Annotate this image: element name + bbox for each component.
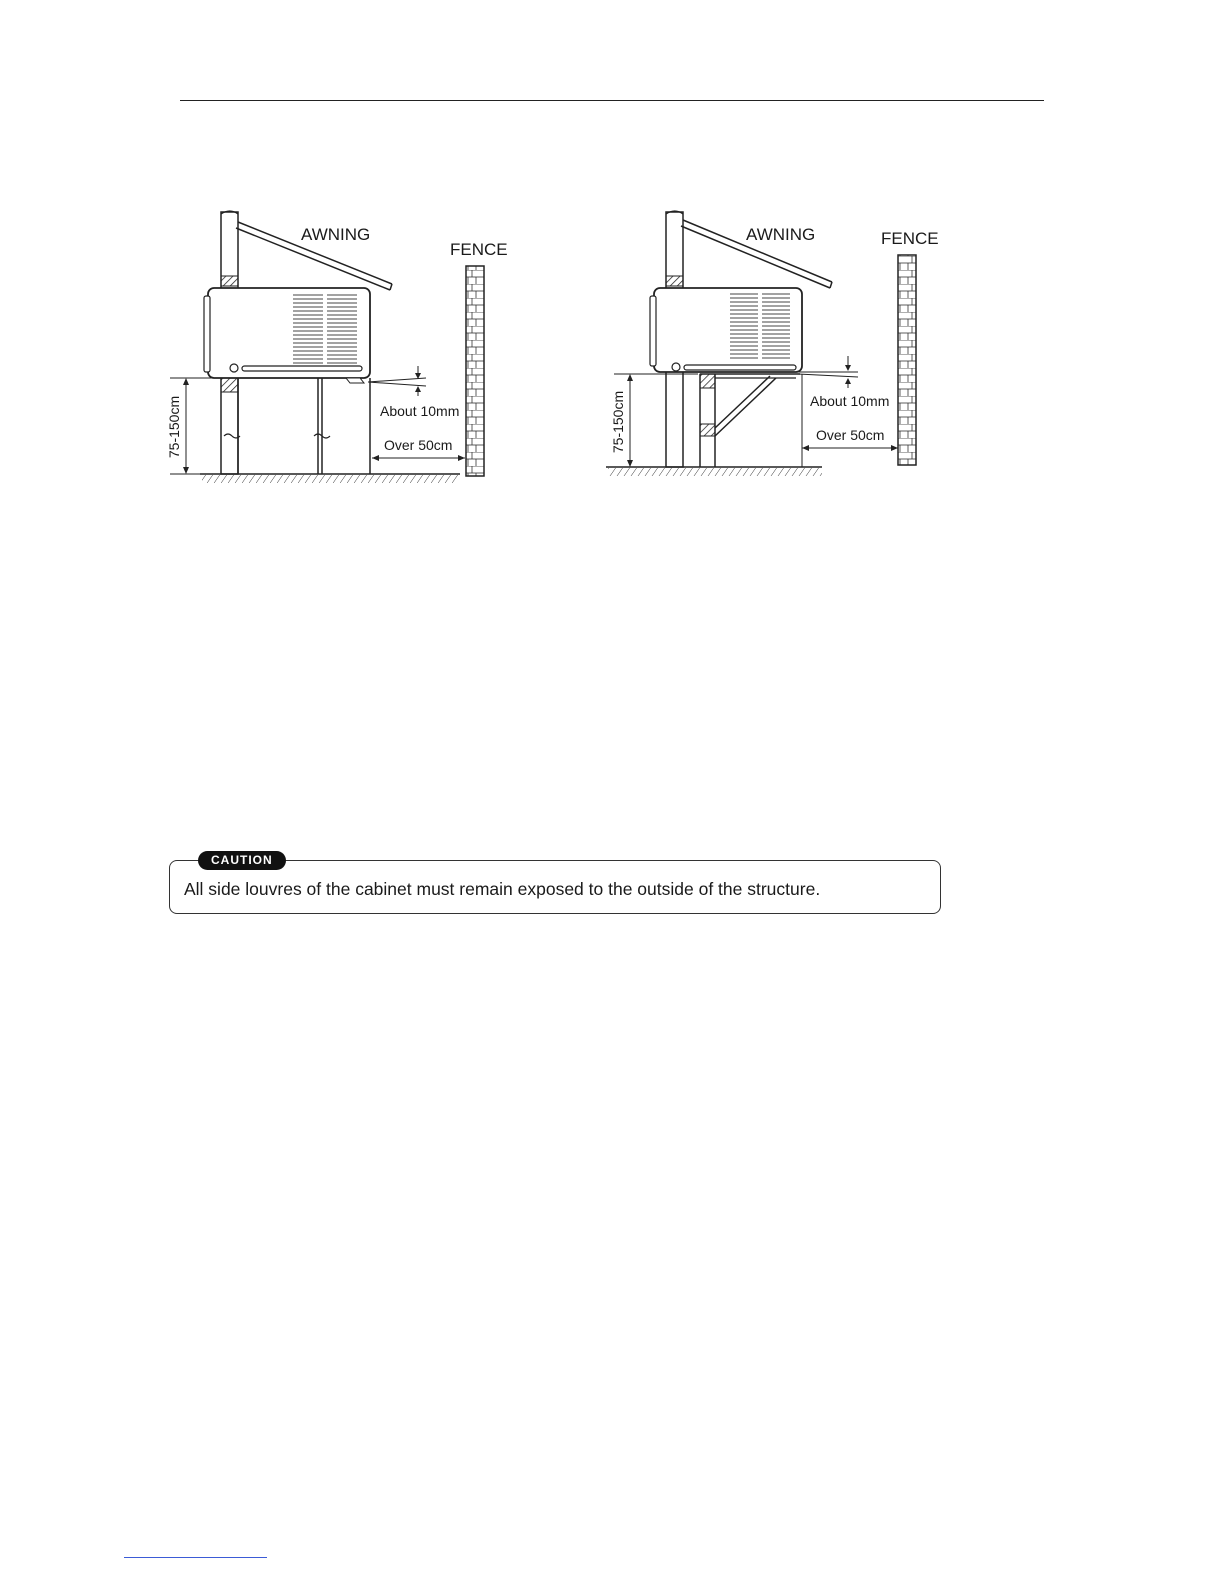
floor-stand-diagram xyxy=(160,200,530,490)
height-range-label: 75-150cm xyxy=(610,390,626,454)
caution-text: All side louvres of the cabinet must remain exposed to the outside of the structure. xyxy=(184,879,821,899)
installation-figure-wall-bracket xyxy=(600,200,970,490)
fence-label: FENCE xyxy=(450,240,508,259)
footer-link-underline xyxy=(124,1557,267,1558)
awning-label: AWNING xyxy=(746,225,816,244)
gap-label: About 10mm xyxy=(380,403,460,419)
clearance-label: Over 50cm xyxy=(816,427,885,443)
wall-bracket-diagram xyxy=(600,200,970,490)
height-range-label: 75-150cm xyxy=(166,395,182,459)
header-rule xyxy=(180,100,1044,101)
clearance-label: Over 50cm xyxy=(384,437,453,453)
gap-label: About 10mm xyxy=(810,393,890,409)
caution-box xyxy=(169,853,941,914)
installation-figure-floor-stand xyxy=(160,200,530,490)
fence xyxy=(898,255,916,465)
fence-label: FENCE xyxy=(881,229,939,248)
fence xyxy=(466,266,484,476)
caution-tag: CAUTION xyxy=(198,851,286,870)
awning-label: AWNING xyxy=(301,225,371,244)
